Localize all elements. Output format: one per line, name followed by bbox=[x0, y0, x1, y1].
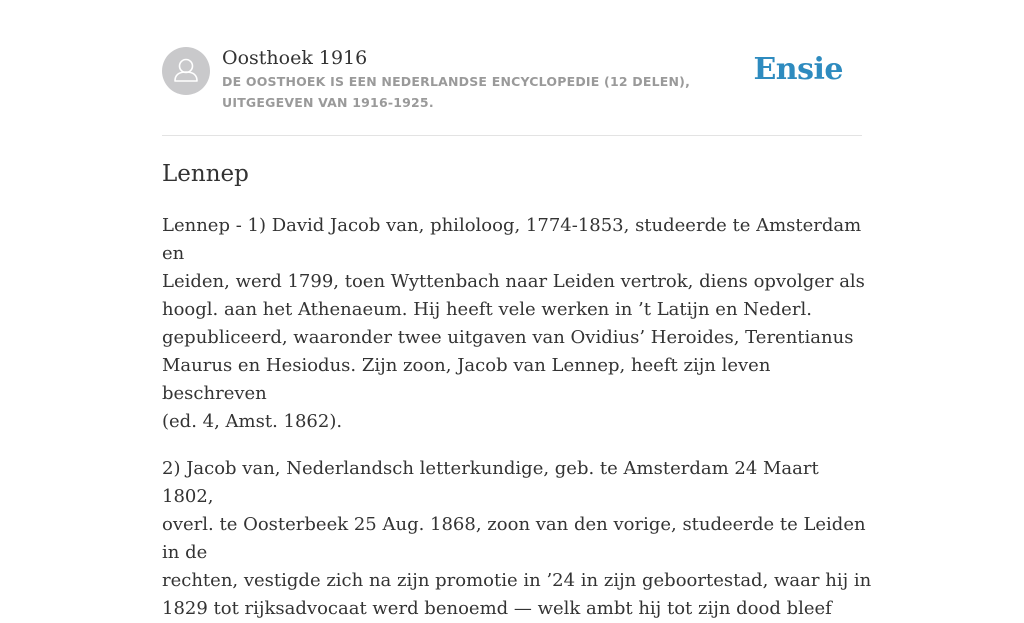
source-title[interactable]: Oosthoek 1916 bbox=[222, 47, 368, 69]
source-avatar[interactable] bbox=[162, 47, 210, 95]
article-paragraph: 2) Jacob van, Nederlandsch letterkundige, geb. te Amsterdam 24 Maart 1802, overl. te Oosterbeek 25 Aug. 1868, zoon van den vorige, studeerde te Leiden in de rechten, vestigde zich na zijn promotie in ’24 in zijn geboortestad, waar hij in 1829 tot rijksadvocaat werd benoemd — welk ambt hij tot zijn dood bleef bbox=[162, 458, 872, 619]
user-icon bbox=[162, 47, 210, 95]
source-description: DE OOSTHOEK IS EEN NEDERLANDSE ENCYCLOPEDIE (12 DELEN), UITGEGEVEN VAN 1916-1925. bbox=[222, 74, 691, 110]
article bbox=[162, 158, 872, 623]
source-header bbox=[162, 44, 862, 136]
ensie-logo-link[interactable]: Ensie bbox=[753, 52, 843, 87]
article-paragraph: Lennep - 1) David Jacob van, philoloog, 1774-1853, studeerde te Amsterdam en Leiden, werd 1799, toen Wyttenbach naar Leiden vertrok, diens opvolger als hoogl. aan het Athenaeum. Hij heeft vele werken in ’t Latijn en Nederl. gepubliceerd, waaronder twee uitgaven van Ovidius’ Heroides, Terentianus Maurus en Hesiodus. Zijn zoon, Jacob van Lennep, heeft zijn leven beschreven (ed. 4, Amst. 1862). bbox=[162, 215, 865, 432]
article-title: Lennep bbox=[162, 161, 249, 187]
